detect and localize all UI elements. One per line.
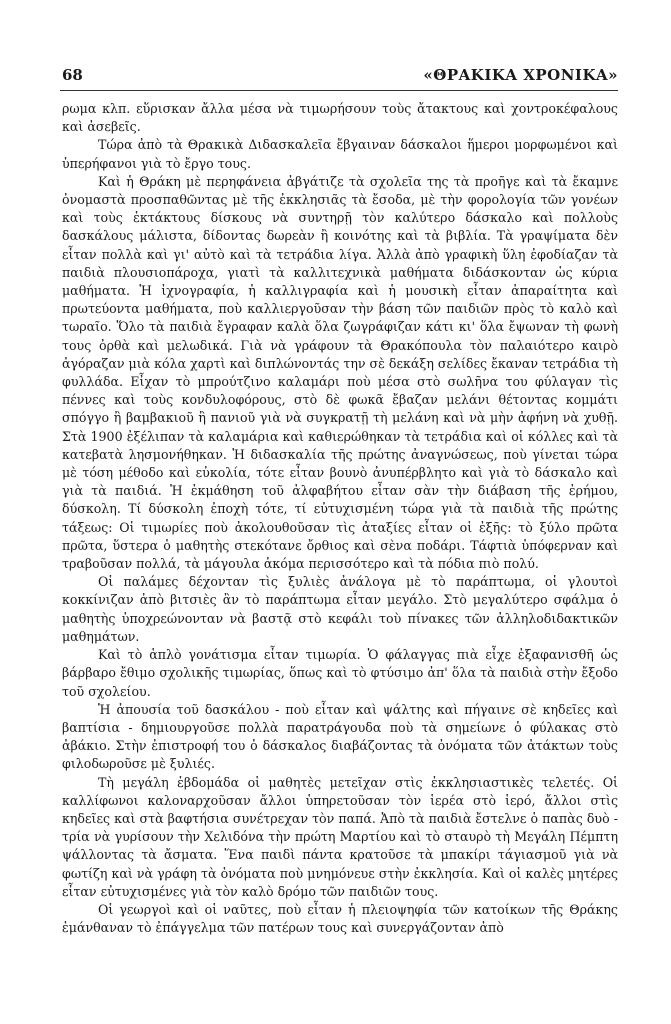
journal-title: «ΘΡΑΚΙΚΑ ΧΡΟΝΙΚΑ»: [423, 66, 618, 84]
paragraph: Τώρα ἀπὸ τὰ Θρακικὰ Διδασκαλεῖα ἔβγαιναν δάσκαλοι ἥμεροι μορφωμένοι καὶ ὑπερήφανοι γιὰ τὸ ἔργο τους.: [62, 137, 618, 171]
paragraph: Καὶ τὸ ἁπλὸ γονάτισμα εἶταν τιμωρία. Ὁ φάλαγγας πιὰ εἶχε ἐξαφανισθῆ ὡς βάρβαρο ἔθιμο σχολικῆς τιμωρίας, ὅπως καὶ τὸ φτύσιμο ἀπ' ὅλα τὰ παιδιὰ στὴν ἔξοδο τοῦ σχολείου.: [62, 647, 618, 699]
running-head: [62, 66, 618, 90]
paragraph: Ἡ ἀπουσία τοῦ δασκάλου - ποὺ εἶταν καὶ ψάλτης καὶ πήγαινε σὲ κηδεῖες καὶ βαπτίσια - δημιουργοῦσε πολλὰ παρατράγουδα ποὺ τὰ σημείωνε ὁ φύλακας στὸ ἀβάκιο. Στὴν ἐπιστροφή του ὁ δάσκαλος διαβάζοντας τὰ ὀνόματα τῶν ἀτάκτων τοὺς φιλοδωροῦσε μὲ ξυλιές.: [62, 701, 618, 772]
header-rule: [60, 90, 618, 91]
paragraph: Καὶ ἡ Θράκη μὲ περηφάνεια ἀβγάτιζε τὰ σχολεῖα της τὰ προῆγε καὶ τὰ ἔκαμνε ὀνομαστὰ προσπαθῶντας μὲ τῆς ἐκκλησιᾶς τὰ ἔσοδα, μὲ τὴν φορολογία τῶν γονέων καὶ τοὺς ἐκτάκτους δίσκους νὰ συντηρῇ τὸν καλύτερο δάσκαλο καὶ πολλοὺς δασκάλους μάλιστα, δίδοντας δωρεὰν ἢ κοινότης καὶ τὰ βιβλία. Τὰ γραψίματα δὲν εἶταν πολλὰ καὶ γι' αὐτὸ καὶ τὰ τετράδια λίγα. Ἀλλὰ ἀπὸ γραφικὴ ὕλη ἐφοδίαζαν τὰ παιδιὰ πλουσιοπάροχα, γιατὶ τὰ καλλιτεχνικὰ μαθήματα διδάσκονταν ὡς κύρια μαθήματα. Ἡ ἰχνογραφία, ἡ καλλιγραφία καὶ ἡ μουσικὴ εἶταν ἀπαραίτητα καὶ πρωτεύοντα μαθήματα, ποὺ καλλιεργοῦσαν τὴν βάση τῶν παιδιῶν πρὸς τὸ καλὸ καὶ τωραῖο. Ὅλο τὰ παιδιὰ ἔγραφαν καλὰ ὅλα ζωγράφιζαν κάτι κι' ὅλα ἔψωναν τὴ φωνὴ τους ὀρθὰ καὶ μελωδικά. Γιὰ νὰ γράφουν τὰ Θρακόπουλα τὸν παλαιότερο καιρὸ ἀγόραζαν μιὰ κόλα χαρτὶ καὶ διπλώνοντάς την σὲ δεκάξη σελίδες ἔκαναν τετράδια τὴ φυλλάδα. Εἶχαν τὸ μπρούτζινο καλαμάρι ποὺ μέσα στὸ σωλῆνα του φύλαγαν τὶς πέννες καὶ τοὺς κονδυλοφόρους, στὸ δὲ φωκᾶ ἔβαζαν μελάνι θέτοντας κομμάτι σπόγγο ἢ βαμβακιοῦ ἢ πανιοῦ γιὰ νὰ συγκρατῇ τὴ μελάνη καὶ νὰ μὴν ἀφήνη νὰ χυθῇ. Στὰ 1900 ἐξέλιπαν τὰ καλαμάρια καὶ καθιερώθηκαν τὰ τετράδια καὶ οἱ κόλλες καὶ τὰ κατεβατὰ λησμονήθηκαν. Ἡ διδασκαλία τῆς πρώτης ἀναγνώσεως, ποὺ γίνεται τώρα μὲ τόση μέθοδο καὶ εὐκολία, τότε εἶταν βουνὸ ἀνυπέρβλητο καὶ γιὰ τὸ δάσκαλο καὶ γιὰ τὰ παιδιά. Ἡ ἐκμάθηση τοῦ ἀλφαβήτου εἶταν σὰν τὴν διάβαση τῆς ἐρήμου, δύσκολη. Τί δύσκολη ἐποχὴ τότε, τί εὐτυχισμένη τώρα γιὰ τὰ παιδιὰ τῆς πρώτης τάξεως: Οἱ τιμωρίες ποὺ ἀκολουθοῦσαν τὶς ἀταξίες εἶταν οἱ ἐξῆς: τὸ ξύλο πρῶτα πρῶτα, ὕστερα ὁ μαθητὴς στεκότανε ὄρθιος καὶ σὲνα ποδάρι. Τάφτιὰ ὑπόφερναν καὶ τραβοῦσαν πολλά, τὰ μάγουλα ἀκόμα περισσότερο καὶ τὰ πόδια πιὸ πολύ.: [62, 173, 618, 572]
paragraph: Οἱ γεωργοὶ καὶ οἱ ναῦτες, ποὺ εἶταν ἡ πλειοψηφία τῶν κατοίκων τῆς Θράκης ἐμάνθαναν τὸ ἐπάγγελμα τῶν πατέρων τους καὶ συνεργάζονταν ἀπὸ: [62, 901, 618, 936]
paragraph: Οἱ παλάμες δέχονταν τὶς ξυλιὲς ἀνάλογα μὲ τὸ παράπτωμα, οἱ γλουτοὶ κοκκίνιζαν ἀπὸ βιτσιὲς ἂν τὸ παράπτωμα εἶταν μεγάλο. Στὸ μεγαλύτερο σφάλμα ὁ μαθητὴς ὑποχρεώνονταν νὰ βαστᾷ στὸ κεφάλι τοὺ πίνακες τῶν ἀλληλοδιδακτικῶν μαθημάτων.: [62, 574, 618, 644]
paragraph: Τὴ μεγάλη ἑβδομάδα οἱ μαθητὲς μετεῖχαν στὶς ἐκκλησιαστικὲς τελετές. Οἱ καλλίφωνοι καλοναρχοῦσαν ἄλλοι ὑπηρετοῦσαν τὸν ἱερέα στὸ ἱερό, ἄλλοι στὶς κηδεῖες καὶ στὰ βαφτήσια συνέτρεχαν τὸν παπά. Ἀπὸ τὰ παιδιὰ ἔστελνε ὁ παπὰς δυὸ - τρία νὰ γυρίσουν τὴν Χελιδόνα τὴν πρώτη Μαρτίου καὶ τὸ σταυρὸ τὴ Μεγάλη Πέμπτη ψάλλοντας τὰ ἄσματα. Ἕνα παιδὶ πάντα κρατοῦσε τὰ μπακίρι τάγιασμοῦ γιὰ νὰ φωτίζη καὶ νὰ γράφη τὰ ὀνόματα ποὺ μνημόνευε στὴν ἐκκλησία. Καὶ οἱ καλὲς μητέρες εἶταν εὐτυχισμένες γιὰ τὸν καλὸ δρόμο τῶν παιδιῶν τους.: [62, 774, 618, 899]
page-number: 68: [62, 66, 83, 84]
body-text: [62, 100, 618, 937]
paragraph-continuation: ρωμα κλπ. εὕρισκαν ἄλλα μέσα νὰ τιμωρήσουν τοὺς ἄτακτους καὶ χοντροκέφαλους καὶ ἀσεβεῖς.: [62, 101, 618, 135]
